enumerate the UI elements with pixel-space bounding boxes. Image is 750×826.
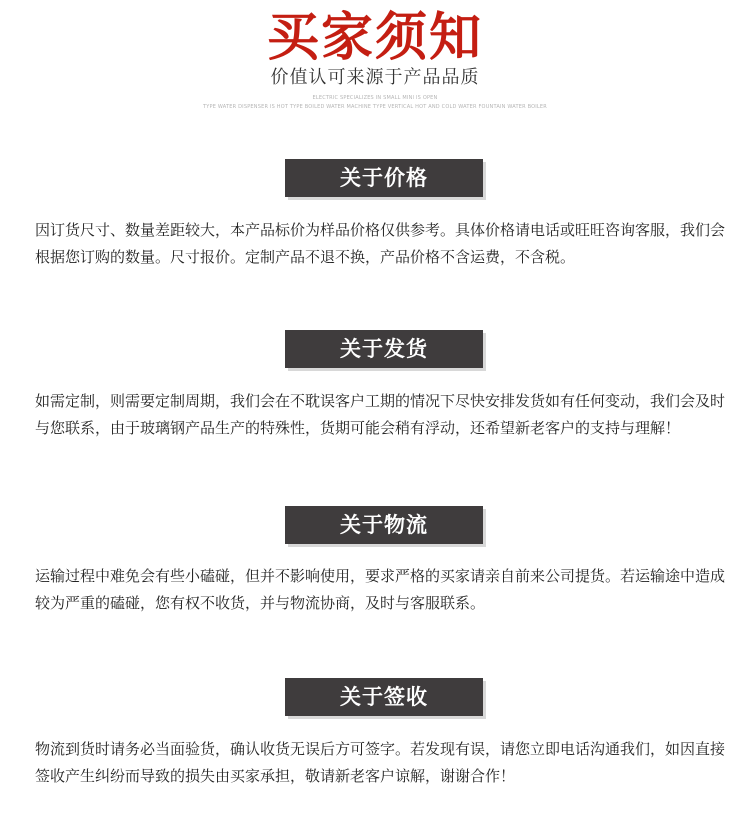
page-subtitle: 价值认可来源于产品品质 bbox=[270, 67, 480, 88]
section-heading-shipping: 关于发货 bbox=[285, 330, 483, 368]
english-caption-line-1: ELECTRIC SPECIALIZES IN SMALL MINI IS OPEN bbox=[312, 95, 438, 101]
section-body-price: 因订货尺寸、数量差距较大，本产品标价为样品价格仅供参考。具体价格请电话或旺旺咨询客服，我们会根据您订购的数量。尺寸报价。定制产品不退不换，产品价格不含运费，不含税。 bbox=[35, 221, 726, 266]
section-body-logistics: 运输过程中难免会有些小磕碰，但并不影响使用，要求严格的买家请亲自前来公司提货。若运输途中造成较为严重的磕碰，您有权不收货，并与物流协商，及时与客服联系。 bbox=[35, 567, 726, 612]
english-caption-line-2: TYPE WATER DISPENSER IS HOT TYPE BOILED WATER MACHINE TYPE VERTICAL HOT AND COLD WATER FOUNTAIN WATER BOILER bbox=[203, 104, 547, 110]
page-title: 买家须知 bbox=[266, 8, 483, 68]
section-heading-signing: 关于签收 bbox=[285, 678, 483, 716]
section-body-shipping: 如需定制，则需要定制周期，我们会在不耽误客户工期的情况下尽快安排发货如有任何变动，我们会及时与您联系，由于玻璃钢产品生产的特殊性，货期可能会稍有浮动，还希望新老客户的支持与理解！ bbox=[35, 392, 726, 437]
section-heading-logistics: 关于物流 bbox=[285, 506, 483, 544]
section-body-signing: 物流到货时请务必当面验货，确认收货无误后方可签字。若发现有误，请您立即电话沟通我们，如因直接签收产生纠纷而导致的损失由买家承担，敬请新老客户谅解，谢谢合作！ bbox=[35, 740, 726, 785]
section-heading-price: 关于价格 bbox=[285, 159, 483, 197]
